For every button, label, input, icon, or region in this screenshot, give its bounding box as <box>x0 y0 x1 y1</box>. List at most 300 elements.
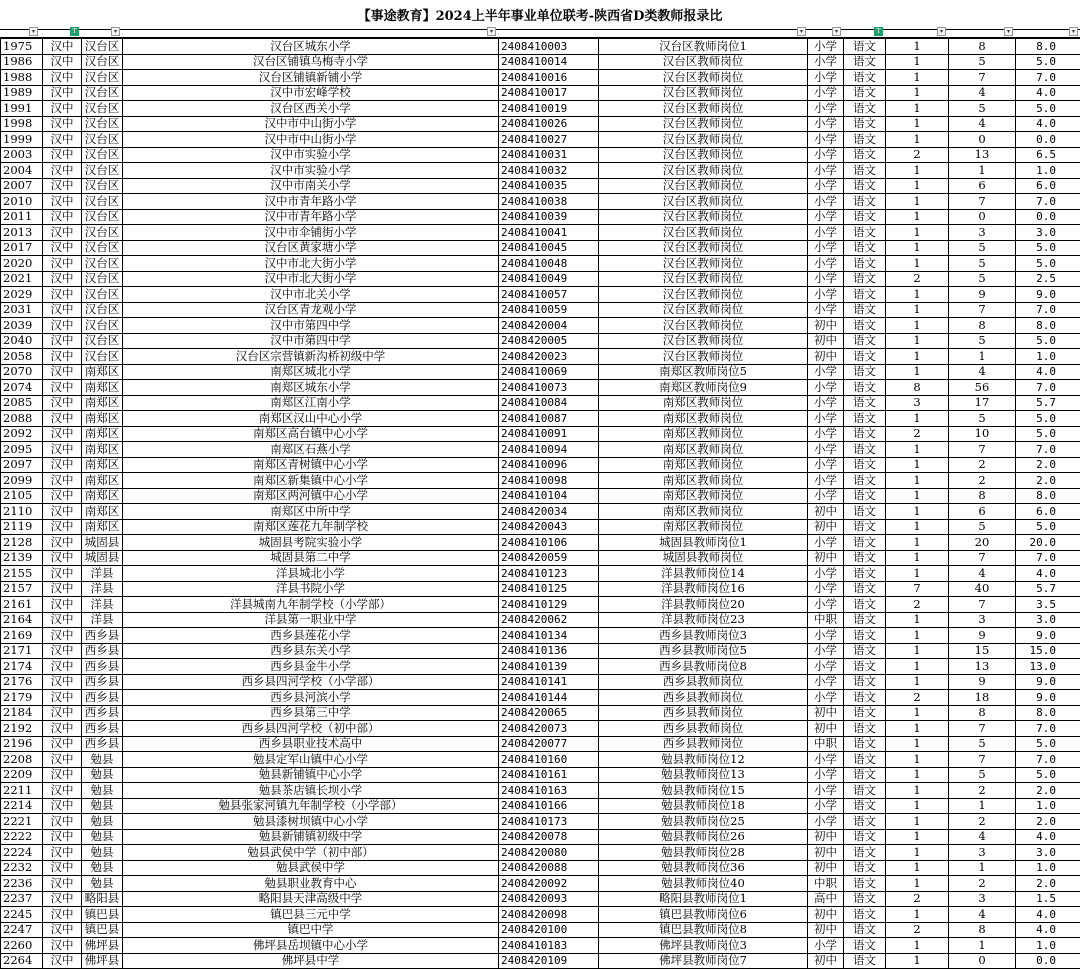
table-row[interactable] <box>1 628 1080 644</box>
table-row[interactable] <box>1 473 1080 489</box>
row-id-cell[interactable]: 2161 <box>1 597 43 613</box>
table-row[interactable] <box>1 783 1080 799</box>
row-id-cell[interactable]: 2095 <box>1 442 43 458</box>
level-cell[interactable]: 初中 <box>808 721 844 737</box>
table-row[interactable] <box>1 380 1080 396</box>
level-cell[interactable]: 小学 <box>808 395 844 411</box>
ratio-cell[interactable]: 15.0 <box>1016 643 1080 659</box>
level-cell[interactable]: 初中 <box>808 860 844 876</box>
level-cell[interactable]: 小学 <box>808 256 844 272</box>
hire-count-cell[interactable]: 1 <box>886 845 949 861</box>
ratio-cell[interactable]: 4.0 <box>1016 922 1080 938</box>
city-cell[interactable]: 汉中 <box>43 674 82 690</box>
district-cell[interactable]: 勉县 <box>82 829 123 845</box>
post-name-cell[interactable]: 镇巴县教师岗位6 <box>599 907 808 923</box>
city-cell[interactable]: 汉中 <box>43 147 82 163</box>
district-cell[interactable]: 汉台区 <box>82 209 123 225</box>
district-cell[interactable]: 汉台区 <box>82 302 123 318</box>
subject-cell[interactable]: 语文 <box>844 101 886 117</box>
table-row[interactable] <box>1 209 1080 225</box>
district-cell[interactable]: 汉台区 <box>82 194 123 210</box>
filter-dropdown-icon[interactable]: ▾ <box>1069 27 1078 36</box>
city-cell[interactable]: 汉中 <box>43 922 82 938</box>
post-name-cell[interactable]: 汉台区教师岗位 <box>599 147 808 163</box>
table-row[interactable] <box>1 287 1080 303</box>
city-cell[interactable]: 汉中 <box>43 659 82 675</box>
hire-count-cell[interactable]: 1 <box>886 907 949 923</box>
post-name-cell[interactable]: 南郑区教师岗位 <box>599 395 808 411</box>
school-name-cell[interactable]: 洋县第一职业中学 <box>123 612 499 628</box>
hire-count-cell[interactable]: 1 <box>886 535 949 551</box>
table-row[interactable] <box>1 643 1080 659</box>
district-cell[interactable]: 勉县 <box>82 814 123 830</box>
school-name-cell[interactable]: 汉台区西关小学 <box>123 101 499 117</box>
post-code-cell[interactable]: 2408420062 <box>499 612 599 628</box>
city-cell[interactable]: 汉中 <box>43 907 82 923</box>
table-row[interactable] <box>1 395 1080 411</box>
subject-cell[interactable]: 语文 <box>844 488 886 504</box>
level-cell[interactable]: 小学 <box>808 643 844 659</box>
table-row[interactable] <box>1 860 1080 876</box>
level-cell[interactable]: 小学 <box>808 380 844 396</box>
applicant-count-cell[interactable]: 5 <box>949 256 1016 272</box>
level-cell[interactable]: 小学 <box>808 147 844 163</box>
city-cell[interactable]: 汉中 <box>43 612 82 628</box>
city-cell[interactable]: 汉中 <box>43 163 82 179</box>
post-name-cell[interactable]: 南郑区教师岗位 <box>599 504 808 520</box>
post-code-cell[interactable]: 2408410038 <box>499 194 599 210</box>
city-cell[interactable]: 汉中 <box>43 519 82 535</box>
city-cell[interactable]: 汉中 <box>43 70 82 86</box>
district-cell[interactable]: 佛坪县 <box>82 953 123 969</box>
applicant-count-cell[interactable]: 5 <box>949 767 1016 783</box>
post-name-cell[interactable]: 南郑区教师岗位 <box>599 488 808 504</box>
level-cell[interactable]: 小学 <box>808 132 844 148</box>
hire-count-cell[interactable]: 1 <box>886 612 949 628</box>
row-id-cell[interactable]: 2245 <box>1 907 43 923</box>
school-name-cell[interactable]: 勉县职业教育中心 <box>123 876 499 892</box>
ratio-cell[interactable]: 5.0 <box>1016 426 1080 442</box>
post-name-cell[interactable]: 勉县教师岗位26 <box>599 829 808 845</box>
hire-count-cell[interactable]: 1 <box>886 256 949 272</box>
applicant-count-cell[interactable]: 7 <box>949 442 1016 458</box>
row-id-cell[interactable]: 2105 <box>1 488 43 504</box>
city-cell[interactable]: 汉中 <box>43 101 82 117</box>
school-name-cell[interactable]: 西乡县河滨小学 <box>123 690 499 706</box>
district-cell[interactable]: 汉台区 <box>82 39 123 55</box>
level-cell[interactable]: 初中 <box>808 550 844 566</box>
row-id-cell[interactable]: 1988 <box>1 70 43 86</box>
row-id-cell[interactable]: 1989 <box>1 85 43 101</box>
table-row[interactable] <box>1 674 1080 690</box>
hire-count-cell[interactable]: 1 <box>886 333 949 349</box>
level-cell[interactable]: 小学 <box>808 39 844 55</box>
row-id-cell[interactable]: 2260 <box>1 938 43 954</box>
school-name-cell[interactable]: 西乡县莲花小学 <box>123 628 499 644</box>
city-cell[interactable]: 汉中 <box>43 333 82 349</box>
city-cell[interactable]: 汉中 <box>43 767 82 783</box>
subject-cell[interactable]: 语文 <box>844 922 886 938</box>
post-code-cell[interactable]: 2408420078 <box>499 829 599 845</box>
hire-count-cell[interactable]: 1 <box>886 504 949 520</box>
school-name-cell[interactable]: 勉县新铺镇中心小学 <box>123 767 499 783</box>
row-id-cell[interactable]: 2119 <box>1 519 43 535</box>
post-name-cell[interactable]: 勉县教师岗位40 <box>599 876 808 892</box>
city-cell[interactable]: 汉中 <box>43 504 82 520</box>
school-name-cell[interactable]: 南郑区城东小学 <box>123 380 499 396</box>
subject-cell[interactable]: 语文 <box>844 364 886 380</box>
city-cell[interactable]: 汉中 <box>43 225 82 241</box>
level-cell[interactable]: 初中 <box>808 845 844 861</box>
row-id-cell[interactable]: 2092 <box>1 426 43 442</box>
level-cell[interactable]: 小学 <box>808 287 844 303</box>
district-cell[interactable]: 汉台区 <box>82 147 123 163</box>
district-cell[interactable]: 汉台区 <box>82 101 123 117</box>
city-cell[interactable]: 汉中 <box>43 860 82 876</box>
level-cell[interactable]: 小学 <box>808 752 844 768</box>
post-name-cell[interactable]: 勉县教师岗位13 <box>599 767 808 783</box>
row-id-cell[interactable]: 2097 <box>1 457 43 473</box>
ratio-cell[interactable]: 8.0 <box>1016 318 1080 334</box>
table-row[interactable] <box>1 597 1080 613</box>
table-row[interactable] <box>1 736 1080 752</box>
district-cell[interactable]: 西乡县 <box>82 736 123 752</box>
row-id-cell[interactable]: 2236 <box>1 876 43 892</box>
filter-dropdown-icon[interactable]: ▾ <box>937 27 946 36</box>
level-cell[interactable]: 中职 <box>808 876 844 892</box>
post-code-cell[interactable]: 2408420065 <box>499 705 599 721</box>
hire-count-cell[interactable]: 1 <box>886 457 949 473</box>
ratio-cell[interactable]: 1.5 <box>1016 891 1080 907</box>
district-cell[interactable]: 镇巴县 <box>82 907 123 923</box>
applicant-count-cell[interactable]: 4 <box>949 85 1016 101</box>
hire-count-cell[interactable]: 1 <box>886 659 949 675</box>
school-name-cell[interactable]: 佛坪县岳坝镇中心小学 <box>123 938 499 954</box>
subject-cell[interactable]: 语文 <box>844 85 886 101</box>
post-name-cell[interactable]: 洋县教师岗位16 <box>599 581 808 597</box>
ratio-cell[interactable]: 9.0 <box>1016 287 1080 303</box>
post-name-cell[interactable]: 汉台区教师岗位 <box>599 178 808 194</box>
table-row[interactable] <box>1 54 1080 70</box>
school-name-cell[interactable]: 汉台区铺镇乌梅寺小学 <box>123 54 499 70</box>
post-code-cell[interactable]: 2408420043 <box>499 519 599 535</box>
subject-cell[interactable]: 语文 <box>844 426 886 442</box>
subject-cell[interactable]: 语文 <box>844 736 886 752</box>
row-id-cell[interactable]: 2029 <box>1 287 43 303</box>
post-name-cell[interactable]: 汉台区教师岗位 <box>599 271 808 287</box>
subject-cell[interactable]: 语文 <box>844 705 886 721</box>
applicant-count-cell[interactable]: 4 <box>949 566 1016 582</box>
table-row[interactable] <box>1 178 1080 194</box>
hire-count-cell[interactable]: 1 <box>886 798 949 814</box>
row-id-cell[interactable]: 1991 <box>1 101 43 117</box>
level-cell[interactable]: 小学 <box>808 783 844 799</box>
applicant-count-cell[interactable]: 1 <box>949 938 1016 954</box>
school-name-cell[interactable]: 勉县张家河镇九年制学校（小学部） <box>123 798 499 814</box>
table-row[interactable] <box>1 752 1080 768</box>
level-cell[interactable]: 初中 <box>808 349 844 365</box>
ratio-cell[interactable]: 4.0 <box>1016 829 1080 845</box>
applicant-count-cell[interactable]: 8 <box>949 39 1016 55</box>
school-name-cell[interactable]: 汉中市宏峰学校 <box>123 85 499 101</box>
level-cell[interactable]: 小学 <box>808 240 844 256</box>
ratio-cell[interactable]: 5.0 <box>1016 519 1080 535</box>
district-cell[interactable]: 汉台区 <box>82 271 123 287</box>
row-id-cell[interactable]: 2222 <box>1 829 43 845</box>
city-cell[interactable]: 汉中 <box>43 85 82 101</box>
school-name-cell[interactable]: 南郑区汉山中心小学 <box>123 411 499 427</box>
subject-cell[interactable]: 语文 <box>844 287 886 303</box>
post-name-cell[interactable]: 汉台区教师岗位 <box>599 194 808 210</box>
city-cell[interactable]: 汉中 <box>43 318 82 334</box>
school-name-cell[interactable]: 西乡县第三中学 <box>123 705 499 721</box>
ratio-cell[interactable]: 8.0 <box>1016 39 1080 55</box>
district-cell[interactable]: 西乡县 <box>82 643 123 659</box>
subject-cell[interactable]: 语文 <box>844 178 886 194</box>
applicant-count-cell[interactable]: 5 <box>949 54 1016 70</box>
applicant-count-cell[interactable]: 4 <box>949 364 1016 380</box>
district-cell[interactable]: 南郑区 <box>82 457 123 473</box>
applicant-count-cell[interactable]: 4 <box>949 116 1016 132</box>
row-id-cell[interactable]: 1999 <box>1 132 43 148</box>
district-cell[interactable]: 洋县 <box>82 566 123 582</box>
table-row[interactable] <box>1 767 1080 783</box>
district-cell[interactable]: 南郑区 <box>82 411 123 427</box>
hire-count-cell[interactable]: 1 <box>886 783 949 799</box>
city-cell[interactable]: 汉中 <box>43 581 82 597</box>
applicant-count-cell[interactable]: 20 <box>949 535 1016 551</box>
applicant-count-cell[interactable]: 7 <box>949 70 1016 86</box>
level-cell[interactable]: 小学 <box>808 581 844 597</box>
row-id-cell[interactable]: 2196 <box>1 736 43 752</box>
post-name-cell[interactable]: 西乡县教师岗位3 <box>599 628 808 644</box>
city-cell[interactable]: 汉中 <box>43 953 82 969</box>
school-name-cell[interactable]: 洋县城南九年制学校（小学部） <box>123 597 499 613</box>
applicant-count-cell[interactable]: 1 <box>949 798 1016 814</box>
level-cell[interactable]: 小学 <box>808 54 844 70</box>
hire-count-cell[interactable]: 1 <box>886 85 949 101</box>
hire-count-cell[interactable]: 2 <box>886 147 949 163</box>
row-id-cell[interactable]: 2085 <box>1 395 43 411</box>
applicant-count-cell[interactable]: 13 <box>949 147 1016 163</box>
post-code-cell[interactable]: 2408410144 <box>499 690 599 706</box>
table-row[interactable] <box>1 690 1080 706</box>
district-cell[interactable]: 勉县 <box>82 860 123 876</box>
level-cell[interactable]: 小学 <box>808 116 844 132</box>
post-code-cell[interactable]: 2408410073 <box>499 380 599 396</box>
post-code-cell[interactable]: 2408420023 <box>499 349 599 365</box>
post-code-cell[interactable]: 2408410026 <box>499 116 599 132</box>
subject-cell[interactable]: 语文 <box>844 845 886 861</box>
city-cell[interactable]: 汉中 <box>43 938 82 954</box>
hire-count-cell[interactable]: 1 <box>886 473 949 489</box>
school-name-cell[interactable]: 南郑区高台镇中心小学 <box>123 426 499 442</box>
post-name-cell[interactable]: 勉县教师岗位12 <box>599 752 808 768</box>
table-row[interactable] <box>1 411 1080 427</box>
city-cell[interactable]: 汉中 <box>43 457 82 473</box>
post-name-cell[interactable]: 汉台区教师岗位 <box>599 256 808 272</box>
applicant-count-cell[interactable]: 13 <box>949 659 1016 675</box>
city-cell[interactable]: 汉中 <box>43 721 82 737</box>
level-cell[interactable]: 小学 <box>808 597 844 613</box>
subject-cell[interactable]: 语文 <box>844 225 886 241</box>
city-cell[interactable]: 汉中 <box>43 380 82 396</box>
hire-count-cell[interactable]: 1 <box>886 194 949 210</box>
post-name-cell[interactable]: 勉县教师岗位36 <box>599 860 808 876</box>
hire-count-cell[interactable]: 3 <box>886 395 949 411</box>
school-name-cell[interactable]: 西乡县职业技术高中 <box>123 736 499 752</box>
ratio-cell[interactable]: 4.0 <box>1016 116 1080 132</box>
school-name-cell[interactable]: 南郑区中所中学 <box>123 504 499 520</box>
applicant-count-cell[interactable]: 10 <box>949 426 1016 442</box>
hire-count-cell[interactable]: 2 <box>886 922 949 938</box>
applicant-count-cell[interactable]: 6 <box>949 178 1016 194</box>
post-code-cell[interactable]: 2408410035 <box>499 178 599 194</box>
district-cell[interactable]: 勉县 <box>82 876 123 892</box>
level-cell[interactable]: 中职 <box>808 612 844 628</box>
applicant-count-cell[interactable]: 4 <box>949 829 1016 845</box>
post-name-cell[interactable]: 勉县教师岗位28 <box>599 845 808 861</box>
row-id-cell[interactable]: 2110 <box>1 504 43 520</box>
district-cell[interactable]: 勉县 <box>82 798 123 814</box>
level-cell[interactable]: 小学 <box>808 798 844 814</box>
district-cell[interactable]: 城固县 <box>82 550 123 566</box>
post-code-cell[interactable]: 2408410014 <box>499 54 599 70</box>
post-code-cell[interactable]: 2408410096 <box>499 457 599 473</box>
ratio-cell[interactable]: 7.0 <box>1016 721 1080 737</box>
subject-cell[interactable]: 语文 <box>844 907 886 923</box>
school-name-cell[interactable]: 汉中市实验小学 <box>123 147 499 163</box>
ratio-cell[interactable]: 5.0 <box>1016 256 1080 272</box>
district-cell[interactable]: 洋县 <box>82 581 123 597</box>
level-cell[interactable]: 小学 <box>808 364 844 380</box>
district-cell[interactable]: 西乡县 <box>82 705 123 721</box>
row-id-cell[interactable]: 2237 <box>1 891 43 907</box>
post-code-cell[interactable]: 2408410057 <box>499 287 599 303</box>
post-code-cell[interactable]: 2408410017 <box>499 85 599 101</box>
level-cell[interactable]: 初中 <box>808 504 844 520</box>
row-id-cell[interactable]: 2164 <box>1 612 43 628</box>
ratio-cell[interactable]: 5.0 <box>1016 240 1080 256</box>
hire-count-cell[interactable]: 1 <box>886 39 949 55</box>
district-cell[interactable]: 洋县 <box>82 597 123 613</box>
table-row[interactable] <box>1 85 1080 101</box>
ratio-cell[interactable]: 1.0 <box>1016 163 1080 179</box>
level-cell[interactable]: 初中 <box>808 318 844 334</box>
subject-cell[interactable]: 语文 <box>844 411 886 427</box>
applicant-count-cell[interactable]: 15 <box>949 643 1016 659</box>
ratio-cell[interactable]: 1.0 <box>1016 349 1080 365</box>
subject-cell[interactable]: 语文 <box>844 535 886 551</box>
post-code-cell[interactable]: 2408410019 <box>499 101 599 117</box>
subject-cell[interactable]: 语文 <box>844 581 886 597</box>
post-code-cell[interactable]: 2408410027 <box>499 132 599 148</box>
applicant-count-cell[interactable]: 7 <box>949 194 1016 210</box>
hire-count-cell[interactable]: 2 <box>886 271 949 287</box>
row-id-cell[interactable]: 2021 <box>1 271 43 287</box>
district-cell[interactable]: 汉台区 <box>82 163 123 179</box>
subject-cell[interactable]: 语文 <box>844 891 886 907</box>
ratio-cell[interactable]: 5.0 <box>1016 411 1080 427</box>
table-row[interactable] <box>1 39 1080 55</box>
subject-cell[interactable]: 语文 <box>844 798 886 814</box>
level-cell[interactable]: 小学 <box>808 535 844 551</box>
applicant-count-cell[interactable]: 8 <box>949 922 1016 938</box>
applicant-count-cell[interactable]: 18 <box>949 690 1016 706</box>
school-name-cell[interactable]: 勉县茶店镇长坝小学 <box>123 783 499 799</box>
ratio-cell[interactable]: 5.0 <box>1016 101 1080 117</box>
row-id-cell[interactable]: 2013 <box>1 225 43 241</box>
ratio-cell[interactable]: 3.0 <box>1016 612 1080 628</box>
school-name-cell[interactable]: 佛坪县中学 <box>123 953 499 969</box>
hire-count-cell[interactable]: 2 <box>886 891 949 907</box>
city-cell[interactable]: 汉中 <box>43 535 82 551</box>
hire-count-cell[interactable]: 2 <box>886 426 949 442</box>
post-code-cell[interactable]: 2408410032 <box>499 163 599 179</box>
ratio-cell[interactable]: 2.5 <box>1016 271 1080 287</box>
hire-count-cell[interactable]: 1 <box>886 876 949 892</box>
applicant-count-cell[interactable]: 2 <box>949 876 1016 892</box>
level-cell[interactable]: 小学 <box>808 85 844 101</box>
row-id-cell[interactable]: 2169 <box>1 628 43 644</box>
district-cell[interactable]: 略阳县 <box>82 891 123 907</box>
hire-count-cell[interactable]: 8 <box>886 380 949 396</box>
hire-count-cell[interactable]: 1 <box>886 829 949 845</box>
subject-cell[interactable]: 语文 <box>844 628 886 644</box>
applicant-count-cell[interactable]: 2 <box>949 473 1016 489</box>
row-id-cell[interactable]: 2017 <box>1 240 43 256</box>
post-code-cell[interactable]: 2408420059 <box>499 550 599 566</box>
post-code-cell[interactable]: 2408410141 <box>499 674 599 690</box>
ratio-cell[interactable]: 2.0 <box>1016 783 1080 799</box>
level-cell[interactable]: 小学 <box>808 628 844 644</box>
filter-active-icon[interactable]: T <box>70 27 79 36</box>
post-code-cell[interactable]: 2408410039 <box>499 209 599 225</box>
row-id-cell[interactable]: 2004 <box>1 163 43 179</box>
city-cell[interactable]: 汉中 <box>43 628 82 644</box>
city-cell[interactable]: 汉中 <box>43 488 82 504</box>
table-row[interactable] <box>1 953 1080 969</box>
post-name-cell[interactable]: 西乡县教师岗位 <box>599 690 808 706</box>
district-cell[interactable]: 汉台区 <box>82 287 123 303</box>
district-cell[interactable]: 汉台区 <box>82 240 123 256</box>
hire-count-cell[interactable]: 1 <box>886 736 949 752</box>
post-code-cell[interactable]: 2408410098 <box>499 473 599 489</box>
level-cell[interactable]: 小学 <box>808 302 844 318</box>
school-name-cell[interactable]: 汉中市实验小学 <box>123 163 499 179</box>
post-name-cell[interactable]: 汉台区教师岗位 <box>599 302 808 318</box>
post-name-cell[interactable]: 南郑区教师岗位 <box>599 442 808 458</box>
city-cell[interactable]: 汉中 <box>43 891 82 907</box>
post-code-cell[interactable]: 2408420004 <box>499 318 599 334</box>
level-cell[interactable]: 小学 <box>808 209 844 225</box>
city-cell[interactable]: 汉中 <box>43 256 82 272</box>
hire-count-cell[interactable]: 1 <box>886 101 949 117</box>
row-id-cell[interactable]: 2040 <box>1 333 43 349</box>
city-cell[interactable]: 汉中 <box>43 442 82 458</box>
post-name-cell[interactable]: 勉县教师岗位15 <box>599 783 808 799</box>
city-cell[interactable]: 汉中 <box>43 302 82 318</box>
school-name-cell[interactable]: 汉台区宗营镇新沟桥初级中学 <box>123 349 499 365</box>
post-code-cell[interactable]: 2408420098 <box>499 907 599 923</box>
post-name-cell[interactable]: 略阳县教师岗位1 <box>599 891 808 907</box>
subject-cell[interactable]: 语文 <box>844 814 886 830</box>
row-id-cell[interactable]: 2031 <box>1 302 43 318</box>
hire-count-cell[interactable]: 1 <box>886 209 949 225</box>
hire-count-cell[interactable]: 1 <box>886 302 949 318</box>
ratio-cell[interactable]: 7.0 <box>1016 380 1080 396</box>
row-id-cell[interactable]: 2070 <box>1 364 43 380</box>
